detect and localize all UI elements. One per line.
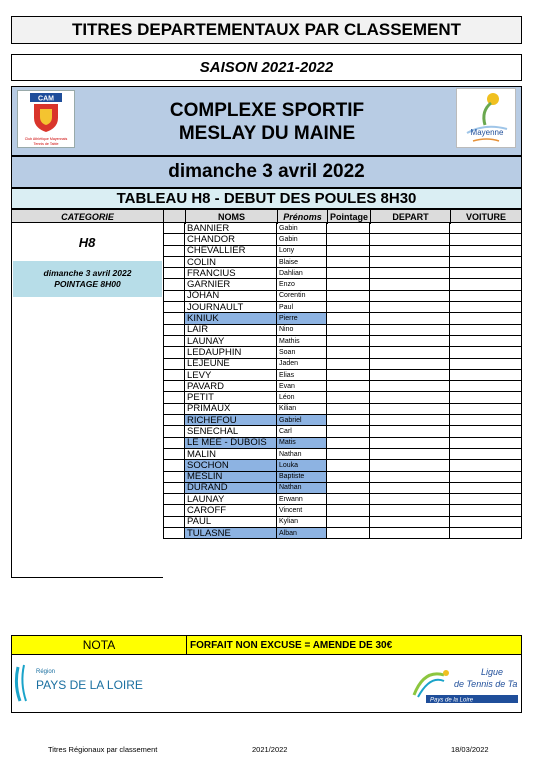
table-row [163,370,522,381]
voiture-cell [450,336,522,346]
depart-cell [370,392,450,402]
player-last-name: JOURNAULT [185,302,277,312]
depart-cell [370,257,450,267]
table-row [163,359,522,370]
depart-cell [370,494,450,504]
pointage-cell [327,426,370,436]
depart-cell [370,325,450,335]
voiture-cell [450,415,522,425]
player-last-name: SOCHON [185,460,277,470]
row-number-cell [163,336,185,346]
region-logo-big: PAYS DE LA LOIRE [36,678,143,692]
voiture-cell [450,246,522,256]
row-number-cell [163,494,185,504]
player-first-name: Enzo [277,279,327,289]
players-table [163,223,522,539]
table-header [11,209,522,223]
pointage-cell [327,347,370,357]
player-first-name: Léon [277,392,327,402]
voiture-cell [450,392,522,402]
player-first-name: Nino [277,325,327,335]
row-number-cell [163,257,185,267]
depart-cell [370,438,450,448]
player-first-name: Louka [277,460,327,470]
sponsor-logos [11,655,522,713]
region-logo [14,661,144,705]
row-number-cell [163,528,185,538]
nota-label: NOTA [12,636,187,654]
depart-cell [370,528,450,538]
depart-cell [370,336,450,346]
footer-center: 2021/2022 [252,745,288,754]
footer-right: 18/03/2022 [451,745,489,754]
venue-line-2: MESLAY DU MAINE [178,123,356,144]
depart-cell [370,234,450,244]
pointage-cell [327,325,370,335]
pointage-cell [327,279,370,289]
ligue-logo-line-1: Ligue [480,667,504,677]
table-row [163,268,522,279]
player-first-name: Paul [277,302,327,312]
depart-cell [370,517,450,527]
col-voiture: VOITURE [465,212,506,222]
voiture-cell [450,223,522,233]
col-prenoms: Prénoms [278,210,328,224]
player-first-name: Erwann [277,494,327,504]
player-last-name: LAUNAY [185,494,277,504]
row-number-cell [163,279,185,289]
table-row [163,517,522,528]
player-last-name: MESLIN [185,472,277,482]
category-name: H8 [78,235,96,250]
table-row [163,347,522,358]
table-row [163,404,522,415]
ligue-logo [412,661,522,709]
voiture-cell [450,279,522,289]
depart-cell [370,426,450,436]
player-first-name: Baptiste [277,472,327,482]
player-last-name: COLIN [185,257,277,267]
pointage-cell [327,460,370,470]
pointage-cell [327,472,370,482]
player-last-name: LAIR [185,325,277,335]
ligue-logo-line-2: de Tennis de Ta [454,679,518,689]
event-date: dimanche 3 avril 2022 [11,156,522,188]
category-pointage: POINTAGE 8H00 [54,279,121,289]
voiture-cell [450,359,522,369]
row-number-cell [163,302,185,312]
col-number [164,210,186,224]
depart-cell [370,359,450,369]
depart-cell [370,347,450,357]
depart-cell [370,246,450,256]
table-title: TABLEAU H8 - DEBUT DES POULES 8H30 [11,188,522,209]
voiture-cell [450,460,522,470]
table-row [163,426,522,437]
player-last-name: PRIMAUX [185,404,277,414]
row-number-cell [163,415,185,425]
pointage-cell [327,370,370,380]
table-row [163,472,522,483]
player-first-name: Dahlian [277,268,327,278]
player-last-name: LEJEUNE [185,359,277,369]
table-row [163,381,522,392]
voiture-cell [450,517,522,527]
pointage-cell [327,246,370,256]
pointage-cell [327,528,370,538]
depart-cell [370,279,450,289]
row-number-cell [163,483,185,493]
table-row [163,313,522,324]
voiture-cell [450,505,522,515]
voiture-cell [450,313,522,323]
category-cell [11,223,163,578]
row-number-cell [163,392,185,402]
nota-bar [11,635,522,655]
category-info [13,261,162,297]
player-last-name: RICHEFOU [185,415,277,425]
table-row [163,438,522,449]
voiture-cell [450,268,522,278]
player-first-name: Jaden [277,359,327,369]
depart-cell [370,449,450,459]
row-number-cell [163,347,185,357]
table-row [163,336,522,347]
depart-cell [370,472,450,482]
player-first-name: Gabin [277,234,327,244]
voiture-cell [450,234,522,244]
player-first-name: Matis [277,438,327,448]
row-number-cell [163,223,185,233]
pointage-cell [327,359,370,369]
row-number-cell [163,291,185,301]
row-number-cell [163,472,185,482]
depart-cell [370,223,450,233]
player-first-name: Elias [277,370,327,380]
pointage-cell [327,415,370,425]
pointage-cell [327,291,370,301]
player-last-name: FRANCIUS [185,268,277,278]
depart-cell [370,404,450,414]
voiture-cell [450,257,522,267]
voiture-cell [450,449,522,459]
pointage-cell [327,517,370,527]
depart-cell [370,313,450,323]
voiture-cell [450,438,522,448]
row-number-cell [163,438,185,448]
venue-line-1: COMPLEXE SPORTIF [169,100,365,121]
player-last-name: GARNIER [185,279,277,289]
voiture-cell [450,370,522,380]
player-first-name: Corentin [277,291,327,301]
player-last-name: PETIT [185,392,277,402]
row-number-cell [163,313,185,323]
ligue-logo-line-3: Pays de la Loire [430,697,474,704]
player-last-name: JOHAN [185,291,277,301]
mayenne-logo-text: Mayenne [470,128,504,137]
row-number-cell [163,381,185,391]
club-logo-text: Club Athlétique Mayennais [24,137,68,141]
depart-cell [370,415,450,425]
row-number-cell [163,370,185,380]
table-row [163,234,522,245]
player-first-name: Kylian [277,517,327,527]
player-last-name: CHEVALLIER [185,246,277,256]
row-number-cell [163,268,185,278]
depart-cell [370,302,450,312]
page-title: TITRES DEPARTEMENTAUX PAR CLASSEMENT [11,16,522,44]
club-logo-subtext: Tennis de Table [33,142,59,146]
pointage-cell [327,483,370,493]
voiture-cell [450,494,522,504]
table-row [163,291,522,302]
player-last-name: PAVARD [185,381,277,391]
player-last-name: DURAND [185,483,277,493]
player-first-name: Pierre [277,313,327,323]
table-row [163,279,522,290]
player-last-name: CAROFF [185,505,277,515]
pointage-cell [327,505,370,515]
player-first-name: Gabriel [277,415,327,425]
player-last-name: PAUL [185,517,277,527]
player-last-name: MALIN [185,449,277,459]
row-number-cell [163,234,185,244]
season-label: SAISON 2021-2022 [11,54,522,81]
depart-cell [370,460,450,470]
voiture-cell [450,426,522,436]
player-first-name: Gabin [277,223,327,233]
pointage-cell [327,268,370,278]
player-last-name: LE MEE - DUBOIS [185,438,277,448]
table-row [163,223,522,234]
player-first-name: Carl [277,426,327,436]
depart-cell [370,268,450,278]
table-row [163,392,522,403]
col-categorie: CATEGORIE [12,210,164,224]
table-row [163,246,522,257]
pointage-cell [327,404,370,414]
voiture-cell [450,325,522,335]
row-number-cell [163,426,185,436]
player-first-name: Evan [277,381,327,391]
venue-name [142,87,392,157]
pointage-cell [327,449,370,459]
table-row [163,449,522,460]
table-row [163,325,522,336]
table-row [163,528,522,539]
pointage-cell [327,381,370,391]
player-first-name: Vincent [277,505,327,515]
voiture-cell [450,528,522,538]
nota-text: FORFAIT NON EXCUSE = AMENDE DE 30€ [187,636,521,654]
player-last-name: LEVY [185,370,277,380]
club-logo [17,90,75,148]
depart-cell [370,370,450,380]
player-last-name: KINIUK [185,313,277,323]
depart-cell [370,505,450,515]
row-number-cell [163,359,185,369]
pointage-cell [327,302,370,312]
pointage-cell [327,336,370,346]
table-row [163,460,522,471]
category-date: dimanche 3 avril 2022 [43,268,132,278]
player-first-name: Alban [277,528,327,538]
table-row [163,415,522,426]
table-row [163,257,522,268]
club-logo-abbr: CAM [38,95,54,103]
player-first-name: Blaise [277,257,327,267]
pointage-cell [327,392,370,402]
player-first-name: Lony [277,246,327,256]
pointage-cell [327,438,370,448]
voiture-cell [450,302,522,312]
voiture-cell [450,404,522,414]
col-noms: NOMS [186,210,278,224]
player-last-name: BANNIER [185,223,277,233]
row-number-cell [163,505,185,515]
voiture-cell [450,291,522,301]
row-number-cell [163,460,185,470]
row-number-cell [163,325,185,335]
player-first-name: Mathis [277,336,327,346]
col-pointage: Pointage [328,210,371,224]
player-first-name: Nathan [277,449,327,459]
player-last-name: SENECHAL [185,426,277,436]
row-number-cell [163,246,185,256]
player-first-name: Kilian [277,404,327,414]
voiture-cell [450,381,522,391]
pointage-cell [327,313,370,323]
mayenne-logo [456,88,516,148]
row-number-cell [163,404,185,414]
table-row [163,494,522,505]
row-number-cell [163,517,185,527]
table-row [163,483,522,494]
voiture-cell [450,347,522,357]
depart-cell [370,483,450,493]
voiture-cell [450,472,522,482]
col-depart: DEPART [371,210,451,224]
depart-cell [370,381,450,391]
player-last-name: LEDAUPHIN [185,347,277,357]
depart-cell [370,291,450,301]
player-first-name: Soan [277,347,327,357]
player-first-name: Nathan [277,483,327,493]
venue-banner [11,86,522,156]
pointage-cell [327,257,370,267]
pointage-cell [327,223,370,233]
player-last-name: LAUNAY [185,336,277,346]
player-last-name: TULASNE [185,528,277,538]
pointage-cell [327,234,370,244]
table-row [163,505,522,516]
voiture-cell [450,483,522,493]
table-row [163,302,522,313]
region-logo-small: Région [36,669,56,675]
footer-left: Titres Régionaux par classement [48,745,158,754]
row-number-cell [163,449,185,459]
player-last-name: CHANDOR [185,234,277,244]
pointage-cell [327,494,370,504]
